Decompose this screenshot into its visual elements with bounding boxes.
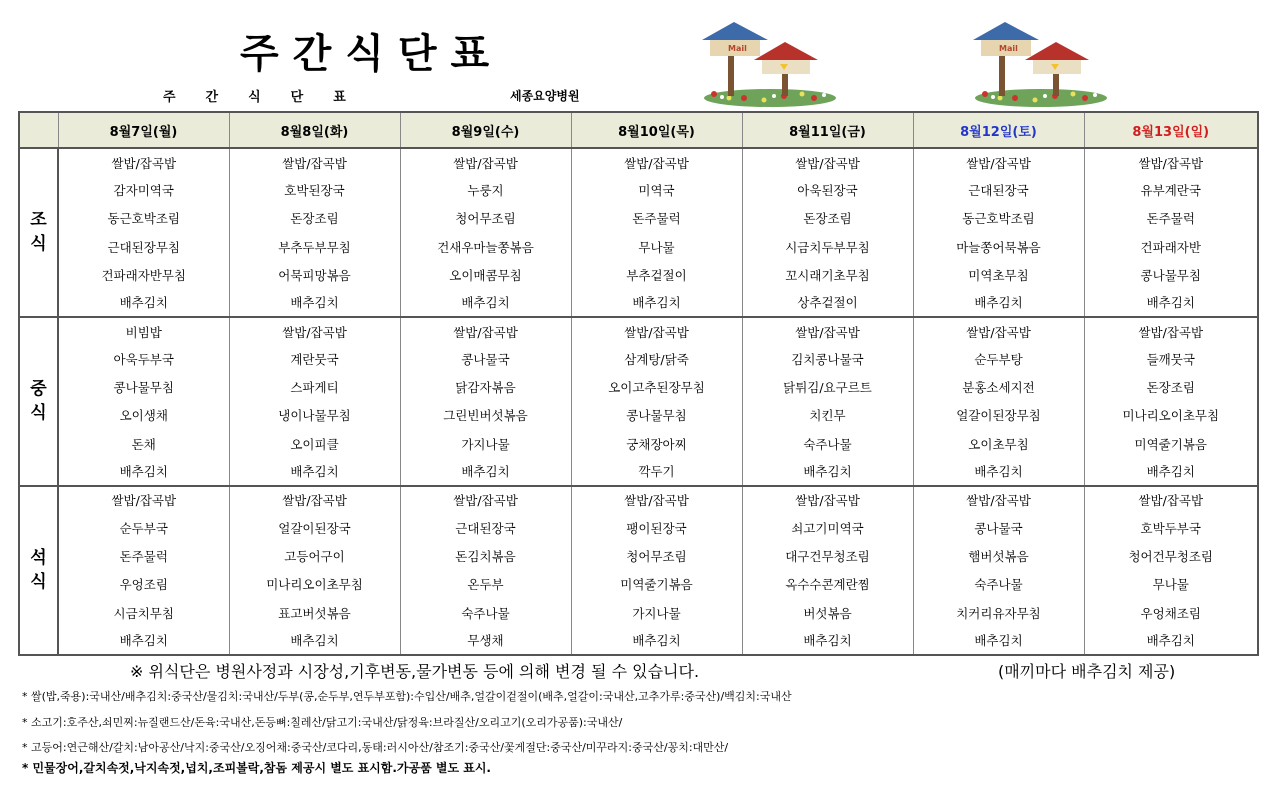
menu-cell: 쌀밥/잡곡밥 (400, 148, 571, 176)
table-row (19, 570, 1258, 598)
menu-cell: 대구건무청조림 (742, 542, 913, 570)
menu-cell: 근대된장국 (400, 514, 571, 542)
menu-cell: 무생채 (400, 627, 571, 655)
menu-cell: 가지나물 (400, 430, 571, 458)
table-row (19, 261, 1258, 289)
menu-cell: 쌀밥/잡곡밥 (571, 317, 742, 345)
menu-cell: 쌀밥/잡곡밥 (742, 317, 913, 345)
menu-cell: 배추김치 (913, 458, 1084, 486)
menu-cell: 돈장조림 (1084, 373, 1258, 401)
menu-cell: 콩나물무침 (1084, 261, 1258, 289)
menu-cell: 순두부탕 (913, 345, 1084, 373)
menu-cell: 고등어구이 (229, 542, 400, 570)
table-row (19, 232, 1258, 260)
menu-cell: 궁채장아찌 (571, 430, 742, 458)
menu-cell: 미나리오이초무침 (229, 570, 400, 598)
kimchi-notice: (매끼마다 배추김치 제공) (998, 662, 1176, 681)
hospital-name: 세종요양병원 (510, 89, 580, 103)
menu-cell: 오이생채 (58, 401, 229, 429)
table-row (19, 486, 1258, 514)
menu-cell: 돈주물럭 (1084, 204, 1258, 232)
menu-cell: 쌀밥/잡곡밥 (58, 486, 229, 514)
menu-cell: 닭튀김/요구르트 (742, 373, 913, 401)
menu-cell: 쌀밥/잡곡밥 (742, 486, 913, 514)
table-row (19, 148, 1258, 176)
menu-cell: 쌀밥/잡곡밥 (400, 317, 571, 345)
menu-cell: 분홍소세지전 (913, 373, 1084, 401)
menu-cell: 오이매콤무침 (400, 261, 571, 289)
menu-cell: 배추김치 (571, 289, 742, 317)
menu-cell: 배추김치 (1084, 289, 1258, 317)
menu-cell: 콩나물무침 (571, 401, 742, 429)
menu-cell: 배추김치 (742, 627, 913, 655)
menu-cell: 호박두부국 (1084, 514, 1258, 542)
menu-cell: 오이고추된장무침 (571, 373, 742, 401)
menu-cell: 쌀밥/잡곡밥 (400, 486, 571, 514)
menu-cell: 무나물 (1084, 570, 1258, 598)
svg-text:Mail: Mail (728, 44, 747, 53)
mailbox-house-illustration (955, 18, 1115, 110)
notice-text: ※ 위식단은 병원사정과 시장성,기후변동,물가변동 등에 의해 변경 될 수 있습니다. (130, 662, 700, 681)
menu-cell: 청어무조림 (571, 542, 742, 570)
menu-cell: 얼갈이된장무침 (913, 401, 1084, 429)
table-row (19, 458, 1258, 486)
menu-cell: 버섯볶음 (742, 599, 913, 627)
page-subtitle: 주간식단표 (163, 90, 376, 105)
menu-cell: 쌀밥/잡곡밥 (229, 317, 400, 345)
menu-cell: 옥수수콘계란찜 (742, 570, 913, 598)
table-row (19, 627, 1258, 655)
menu-cell: 표고버섯볶음 (229, 599, 400, 627)
menu-cell: 감자미역국 (58, 176, 229, 204)
menu-cell: 부추겉절이 (571, 261, 742, 289)
day-header-row (19, 112, 1258, 148)
menu-cell: 우엉채조림 (1084, 599, 1258, 627)
table-row (19, 599, 1258, 627)
menu-cell: 쌀밥/잡곡밥 (1084, 317, 1258, 345)
table-row (19, 345, 1258, 373)
meal-label: 조 식 (19, 148, 58, 317)
menu-cell: 햄버섯볶음 (913, 542, 1084, 570)
menu-cell: 숙주나물 (913, 570, 1084, 598)
menu-cell: 가지나물 (571, 599, 742, 627)
menu-cell: 돈주물럭 (58, 542, 229, 570)
menu-cell: 깍두기 (571, 458, 742, 486)
day-header-wed: 8월9일(수) (400, 112, 571, 148)
menu-cell: 순두부국 (58, 514, 229, 542)
menu-cell: 근대된장무침 (58, 232, 229, 260)
mailbox-house-illustration (684, 18, 844, 110)
menu-cell: 오이초무침 (913, 430, 1084, 458)
menu-cell: 숙주나물 (742, 430, 913, 458)
change-notice (130, 659, 1250, 682)
menu-cell: 호박된장국 (229, 176, 400, 204)
menu-cell: 쌀밥/잡곡밥 (571, 148, 742, 176)
page-title: 주간식단표 (240, 31, 504, 77)
day-header-thu: 8월10일(목) (571, 112, 742, 148)
menu-cell: 배추김치 (913, 627, 1084, 655)
menu-cell: 배추김치 (229, 458, 400, 486)
menu-cell: 배추김치 (1084, 627, 1258, 655)
menu-cell: 청어건무청조림 (1084, 542, 1258, 570)
menu-cell: 배추김치 (229, 289, 400, 317)
menu-cell: 미나리오이초무침 (1084, 401, 1258, 429)
menu-cell: 닭감자볶음 (400, 373, 571, 401)
menu-cell: 우엉조림 (58, 570, 229, 598)
origin-line: * 쌀(밥,죽용):국내산/배추김치:중국산/물김치:국내산/두부(콩,순두부,연두부포함):수입산/배추,얼갈이겉절이(배추,얼갈이:국내산,고추가루:중국산)/백김치:국내산 (22, 690, 792, 703)
menu-cell: 배추김치 (571, 627, 742, 655)
table-row (19, 317, 1258, 345)
menu-cell: 쇠고기미역국 (742, 514, 913, 542)
day-header-fri: 8월11일(금) (742, 112, 913, 148)
menu-cell: 치킨무 (742, 401, 913, 429)
menu-cell: 쌀밥/잡곡밥 (229, 148, 400, 176)
menu-cell: 들깨뭇국 (1084, 345, 1258, 373)
menu-cell: 오이피클 (229, 430, 400, 458)
menu-cell: 유부계란국 (1084, 176, 1258, 204)
menu-cell: 쌀밥/잡곡밥 (58, 148, 229, 176)
menu-cell: 시금치두부무침 (742, 232, 913, 260)
menu-cell: 시금치무침 (58, 599, 229, 627)
menu-cell: 쌀밥/잡곡밥 (913, 486, 1084, 514)
table-row (19, 204, 1258, 232)
menu-cell: 미역초무침 (913, 261, 1084, 289)
menu-cell: 팽이된장국 (571, 514, 742, 542)
origin-line: * 소고기:호주산,쇠민찌:뉴질랜드산/돈육:국내산,돈등뼈:칠레산/닭고기:국내산/닭정육:브라질산/오리고기(오리가공품):국내산/ (22, 716, 623, 729)
menu-cell: 김치콩나물국 (742, 345, 913, 373)
menu-cell: 삼계탕/닭죽 (571, 345, 742, 373)
menu-cell: 쌀밥/잡곡밥 (742, 148, 913, 176)
menu-cell: 부추두부무침 (229, 232, 400, 260)
origin-line: * 고등어:연근해산/갈치:남아공산/낙지:중국산/오징어채:중국산/코다리,동태:러시아산/참조기:중국산/꽃게절단:중국산/미꾸라지:중국산/꽁치:대만산/ (22, 741, 729, 754)
menu-cell: 배추김치 (58, 289, 229, 317)
menu-cell: 동근호박조림 (913, 204, 1084, 232)
day-header-sat: 8월12일(토) (913, 112, 1084, 148)
table-row (19, 373, 1258, 401)
menu-cell: 동근호박조림 (58, 204, 229, 232)
menu-cell: 어묵피망볶음 (229, 261, 400, 289)
weekly-menu-table (18, 111, 1259, 656)
menu-cell: 배추김치 (229, 627, 400, 655)
menu-cell: 누룽지 (400, 176, 571, 204)
corner-cell (19, 112, 58, 148)
menu-cell: 건파래자반 (1084, 232, 1258, 260)
menu-cell: 건새우마늘쫑볶음 (400, 232, 571, 260)
menu-cell: 미역국 (571, 176, 742, 204)
table-row (19, 430, 1258, 458)
menu-cell: 근대된장국 (913, 176, 1084, 204)
menu-cell: 쌀밥/잡곡밥 (913, 317, 1084, 345)
menu-cell: 배추김치 (58, 627, 229, 655)
menu-cell: 아욱된장국 (742, 176, 913, 204)
menu-cell: 쌀밥/잡곡밥 (1084, 148, 1258, 176)
menu-cell: 돈장조림 (229, 204, 400, 232)
day-header-tue: 8월8일(화) (229, 112, 400, 148)
day-header-sun: 8월13일(일) (1084, 112, 1258, 148)
menu-cell: 꼬시래기초무침 (742, 261, 913, 289)
menu-cell: 아욱두부국 (58, 345, 229, 373)
menu-cell: 배추김치 (400, 458, 571, 486)
menu-cell: 계란뭇국 (229, 345, 400, 373)
menu-cell: 쌀밥/잡곡밥 (1084, 486, 1258, 514)
menu-cell: 온두부 (400, 570, 571, 598)
menu-cell: 콩나물국 (400, 345, 571, 373)
menu-cell: 청어무조림 (400, 204, 571, 232)
menu-cell: 그린빈버섯볶음 (400, 401, 571, 429)
table-row (19, 514, 1258, 542)
table-row (19, 176, 1258, 204)
menu-cell: 배추김치 (58, 458, 229, 486)
meal-label: 석 식 (19, 486, 58, 655)
menu-cell: 돈김치볶음 (400, 542, 571, 570)
menu-cell: 콩나물무침 (58, 373, 229, 401)
menu-cell: 미역줄기볶음 (571, 570, 742, 598)
origin-line: * 민물장어,갈치속젓,낙지속젓,넙치,조피볼락,참돔 제공시 별도 표시함.가공품 별도 표시. (22, 761, 491, 775)
table-row (19, 401, 1258, 429)
menu-cell: 건파래자반무침 (58, 261, 229, 289)
meal-label: 중 식 (19, 317, 58, 486)
menu-cell: 콩나물국 (913, 514, 1084, 542)
menu-cell: 쌀밥/잡곡밥 (571, 486, 742, 514)
menu-cell: 미역줄기볶음 (1084, 430, 1258, 458)
menu-cell: 쌀밥/잡곡밥 (913, 148, 1084, 176)
menu-cell: 돈주물럭 (571, 204, 742, 232)
table-row (19, 542, 1258, 570)
menu-cell: 상추겉절이 (742, 289, 913, 317)
menu-cell: 비빔밥 (58, 317, 229, 345)
menu-cell: 배추김치 (742, 458, 913, 486)
menu-cell: 배추김치 (913, 289, 1084, 317)
menu-cell: 냉이나물무침 (229, 401, 400, 429)
menu-cell: 배추김치 (1084, 458, 1258, 486)
menu-cell: 쌀밥/잡곡밥 (229, 486, 400, 514)
menu-cell: 치커리유자무침 (913, 599, 1084, 627)
menu-cell: 무나물 (571, 232, 742, 260)
day-header-mon: 8월7일(월) (58, 112, 229, 148)
menu-cell: 마늘쫑어묵볶음 (913, 232, 1084, 260)
table-row (19, 289, 1258, 317)
menu-cell: 돈채 (58, 430, 229, 458)
menu-cell: 숙주나물 (400, 599, 571, 627)
menu-cell: 스파게티 (229, 373, 400, 401)
menu-cell: 돈장조림 (742, 204, 913, 232)
menu-cell: 배추김치 (400, 289, 571, 317)
svg-text:Mail: Mail (999, 44, 1018, 53)
menu-cell: 얼갈이된장국 (229, 514, 400, 542)
